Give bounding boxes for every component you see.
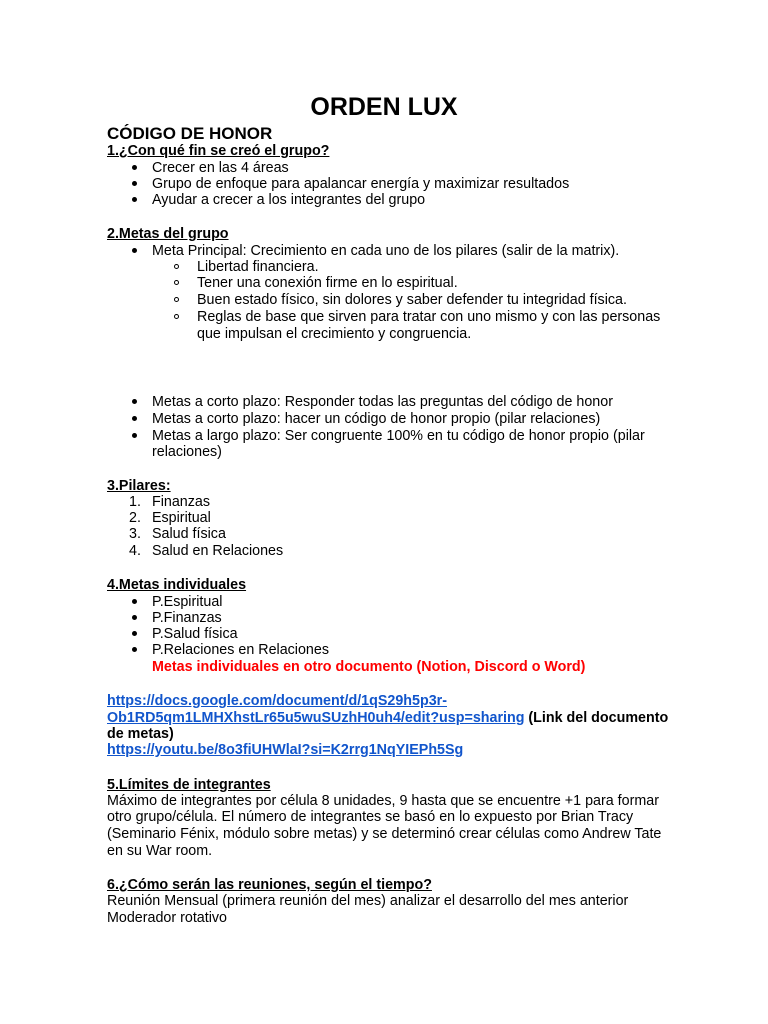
sub-list-item-continued: que impulsan el crecimiento y congruencia.: [197, 326, 472, 342]
section-3-heading: 3.Pilares:: [107, 478, 171, 494]
link-description-continued: de metas): [107, 726, 174, 742]
bullet-icon: [128, 428, 140, 444]
bullet-icon: [128, 192, 140, 208]
google-doc-link-line1[interactable]: https://docs.google.com/document/d/1qS29h5p3r-: [107, 693, 447, 709]
paragraph-line: otro grupo/célula. El número de integrantes se basó en lo expuesto por Brian Tracy: [107, 809, 634, 825]
paragraph-line: Máximo de integrantes por célula 8 unidades, 9 hasta que se encuentre +1 para formar: [107, 793, 659, 809]
document-subtitle: CÓDIGO DE HONOR: [107, 124, 273, 143]
section-1-heading: 1.¿Con qué fin se creó el grupo?: [107, 143, 330, 159]
bullet-icon: [128, 626, 140, 642]
google-doc-link-row: [107, 710, 668, 726]
list-number: 3.: [129, 526, 141, 542]
list-item: Grupo de enfoque para apalancar energía y maximizar resultados: [152, 176, 570, 192]
sub-bullet-icon: [170, 292, 182, 308]
sub-list-item: Reglas de base que sirven para tratar con uno mismo y con las personas: [197, 309, 661, 325]
list-item: Espiritual: [152, 510, 211, 526]
list-item: Metas a corto plazo: hacer un código de honor propio (pilar relaciones): [152, 411, 601, 427]
sub-bullet-icon: [170, 259, 182, 275]
bullet-icon: [128, 176, 140, 192]
paragraph-line: (Seminario Fénix, módulo sobre metas) y se determinó crear células como Andrew Tate: [107, 826, 662, 842]
section-2-heading: 2.Metas del grupo: [107, 226, 229, 242]
section-6-heading: 6.¿Cómo serán las reuniones, según el tiempo?: [107, 877, 432, 893]
sub-list-item: Buen estado físico, sin dolores y saber defender tu integridad física.: [197, 292, 627, 308]
list-number: 2.: [129, 510, 141, 526]
list-item: Finanzas: [152, 494, 211, 510]
paragraph-line: Moderador rotativo: [107, 910, 227, 926]
bullet-icon: [128, 642, 140, 658]
red-note: Metas individuales en otro documento (Notion, Discord o Word): [152, 659, 586, 675]
google-doc-link-line2[interactable]: Ob1RD5qm1LMHXhstLr65u5wuSUzhH0uh4/edit?usp=sharing: [107, 710, 525, 726]
paragraph-line: en su War room.: [107, 843, 213, 859]
section-5-heading: 5.Límites de integrantes: [107, 777, 271, 793]
bullet-icon: [128, 610, 140, 626]
sub-list-item: Libertad financiera.: [197, 259, 319, 275]
list-item: Crecer en las 4 áreas: [152, 160, 289, 176]
list-item: Metas a corto plazo: Responder todas las preguntas del código de honor: [152, 394, 613, 410]
document-title: ORDEN LUX: [310, 93, 458, 121]
link-description: (Link del documento: [524, 710, 669, 726]
list-item: Salud en Relaciones: [152, 543, 284, 559]
youtube-link[interactable]: https://youtu.be/8o3fiUHWlaI?si=K2rrg1NqYIEPh5Sg: [107, 742, 464, 758]
bullet-icon: [128, 243, 140, 259]
list-item: Metas a largo plazo: Ser congruente 100% en tu código de honor propio (pilar: [152, 428, 645, 444]
bullet-icon: [128, 160, 140, 176]
list-number: 1.: [129, 494, 141, 510]
sub-bullet-icon: [170, 275, 182, 291]
list-item: P.Espiritual: [152, 594, 223, 610]
list-item-continued: relaciones): [152, 444, 222, 460]
list-item: Ayudar a crecer a los integrantes del grupo: [152, 192, 426, 208]
list-item: P.Relaciones en Relaciones: [152, 642, 329, 658]
section-4-heading: 4.Metas individuales: [107, 577, 247, 593]
bullet-icon: [128, 594, 140, 610]
sub-list-item: Tener una conexión firme en lo espiritual.: [197, 275, 458, 291]
list-number: 4.: [129, 543, 141, 559]
list-item: P.Salud física: [152, 626, 238, 642]
list-item: Salud física: [152, 526, 226, 542]
list-item: P.Finanzas: [152, 610, 222, 626]
bullet-icon: [128, 394, 140, 410]
sub-bullet-icon: [170, 309, 182, 325]
paragraph-line: Reunión Mensual (primera reunión del mes) analizar el desarrollo del mes anterior: [107, 893, 629, 909]
bullet-icon: [128, 411, 140, 427]
list-item: Meta Principal: Crecimiento en cada uno de los pilares (salir de la matrix).: [152, 243, 620, 259]
